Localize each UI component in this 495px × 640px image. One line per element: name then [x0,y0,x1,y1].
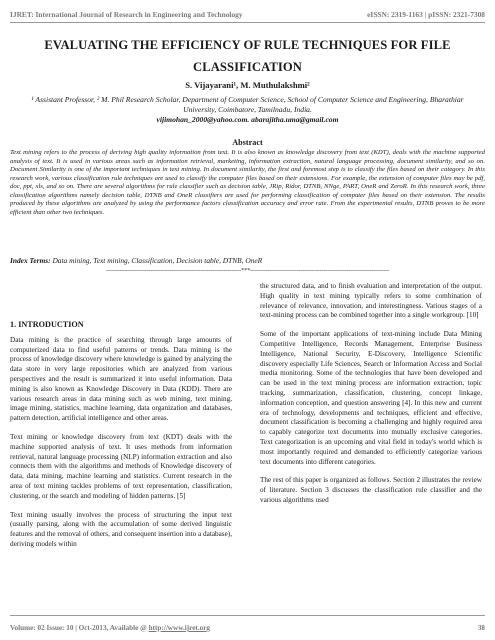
paragraph: Data mining is the practice of searching through large amounts of computerized data to find useful patterns or trends. Data mining is the process of knowledge discovery where knowledge is gained by analyzing the data store in very large repositories which are analyzed from various perspectives and the result is summarized it into useful information. Data mining is also known as Knowledge Discovery in Data (KDD). There are various research areas in data mining such as web mining, text mining, image mining, statistics, machine learning, data organization and databases, pattern detection, artificial intelligence and other areas. [10,335,232,423]
index-terms-text: Data mining, Text mining, Classification, Decision table, DTNB, OneR [50,256,263,265]
affiliation: ¹ Assistant Professor, ² M. Phil Research Scholar, Department of Computer Science, School of Computer Science and Engineering, Bharathiar University, Coimbatore, Tamilnadu, India. [31,95,464,114]
abstract-text: Text mining refers to the process of deriving high quality information from text. It is also known as knowledge discovery from text (KDT), deals with the machine supported analysis of text. It is used in various areas such as information retrieval, marketing, information extraction, natural language processing, document similarity, and so on. Document Similarity is one of the important techniques in text mining. In document similarity, the first and foremost step is to classify the files based on their category. In this research work, various classification rule techniques are used to classify the computer files based on their extensions. For example, the extension of computer files may be pdf, doc, ppt, xls, and so on. There are several algorithms for rule classifier such as decision table, JRip, Ridor, DTNB, NNge, PART, OneR and ZeroR. In this research work, three classification algorithms namely decision table, DTNB and OneR classifiers are used for performing classification of computer files based on their extension. The results produced by these algorithms are analyzed by using the performance factors classification accuracy and error rate. From the experimental results, DTNB proves to be more efficient than other two techniques. [10,149,485,216]
paragraph: the structured data, and to finish evaluation and interpretation of the output. High quality in text mining typically refers to some combination of relevance of relevance, innovation, and interestingness. Various stages of a text-mining process can be combined together into a single workgroup. [10] [260,282,482,320]
left-column [10,282,232,559]
index-terms-label: Index Terms: [10,256,51,265]
page-footer [10,615,485,632]
footer-volume [10,624,210,632]
journal-name: IJRET: International Journal of Research in Engineering and Technology [10,9,243,19]
paragraph: The rest of this paper is organized as follows. Section 2 illustrates the review of literature. Section 3 discusses the classification rule classifier and the various algorithms used [260,476,482,504]
footer-volume-text: Volume: 02 Issue: 10 | Oct-2013, Available @ [10,624,149,632]
paragraph: Some of the important applications of text-mining include Data Mining Competitive Intelligence, Records Management, Enterprise Business Intelligence, National Security, E-Discovery, Intelligence Scientific discovery especially Life Sciences, Search or Information Access and Social media monitoring. Some of the technologies that have been developed and can be used in the text mining process are information extraction, topic tracking, summarization, classification, clustering, concept linkage, information conception, and question answering [4]. In this new and current era of technology, developments and techniques, efficient and effective, document classification is becoming a challenging and highly required area to capably categorize text documents into mutually exclusive categories. Text categorization is an upcoming and vital field in today's world which is most importantly required and demanded to efficiently categorize various text documents into different categories. [260,330,482,466]
issn: eISSN: 2319-1163 | pISSN: 2321-7308 [367,9,485,19]
journal-header [10,6,485,23]
paragraph: Text mining usually involves the process of structuring the input text (usually parsing, along with the accumulation of some derived linguistic features and the removal of others, and consequent insertion into a database), deriving models within [10,510,232,548]
section-heading-introduction: 1. INTRODUCTION [10,320,84,329]
paragraph: Text mining or knowledge discovery from text (KDT) deals with the machine supported analysis of text. It uses methods from information retrieval, natural language processing (NLP) information extraction and also connects them with the algorithms and methods of Knowledge discovery of data, data mining, machine learning and statistics. Current research in the area of text mining tackles problems of text representation, classification, clustering, or the search and modeling of hidden patterns. [5] [10,432,232,500]
journal-url-link[interactable]: http://www.ijret.org [148,624,210,632]
author-emails: vijimohan_2000@yahoo.com. abarajitha.uma@gmail.com [156,115,339,124]
affiliation-block [20,95,475,125]
right-column [260,282,482,515]
page-number: 38 [477,624,485,632]
abstract-heading: Abstract [232,138,263,147]
paper-title: EVALUATING THE EFFICIENCY OF RULE TECHNIQUES FOR FILE CLASSIFICATION [44,38,451,74]
authors: S. Vijayarani¹, M. Muthulakshmi² [185,80,310,90]
section-divider: ----------------------------------------------------------------------***------------------------------------------------------------------------ [106,267,389,274]
index-terms [10,256,485,265]
